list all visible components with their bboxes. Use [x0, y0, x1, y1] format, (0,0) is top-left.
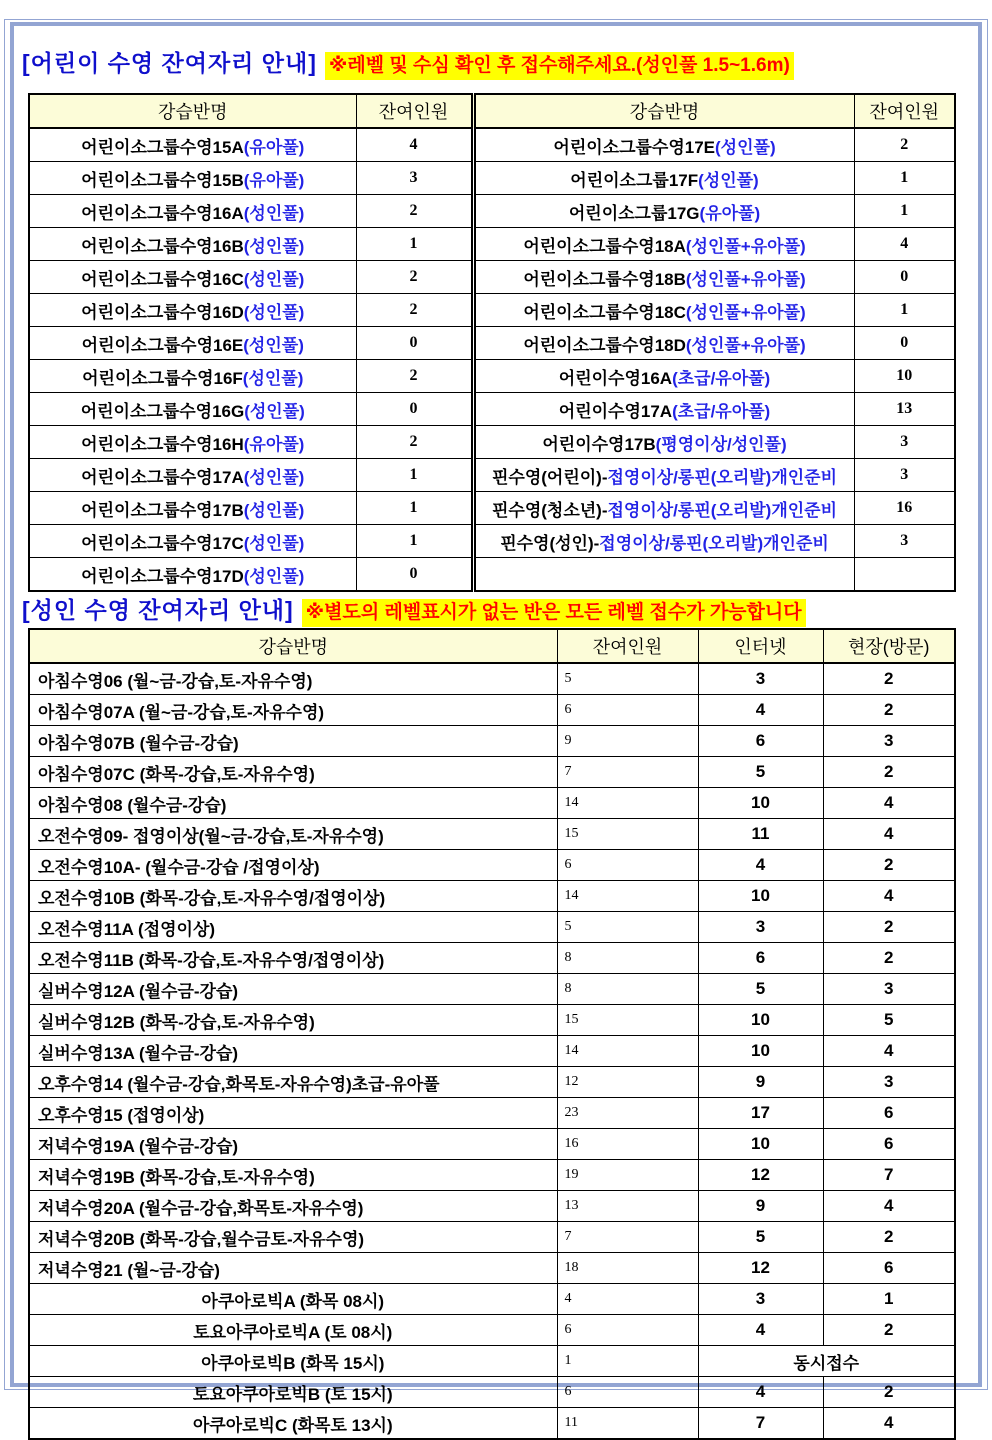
remaining-count-cell: 7 [557, 1222, 698, 1253]
class-name-text: 어린이소그룹수영16E [81, 335, 244, 355]
children-table-row [29, 426, 955, 459]
children-header-class-right: 강습반명 [473, 94, 854, 128]
children-table-row [29, 162, 955, 195]
remaining-count-cell: 12 [557, 1067, 698, 1098]
internet-count-cell: 10 [698, 1005, 823, 1036]
pool-tag-text: (유아풀) [699, 203, 761, 223]
class-name-text: 어린이소그룹수영17B [81, 500, 244, 520]
class-name-cell [29, 459, 356, 492]
pool-tag-text: 접영이상/롱핀(오리발)개인준비 [599, 533, 829, 553]
adult-table-row [29, 726, 955, 757]
pool-tag-text: (초급/유아풀) [672, 401, 771, 421]
class-name-cell [473, 128, 854, 162]
class-name-cell: 토요아쿠아로빅B (토 15시) [29, 1377, 557, 1408]
class-name-cell [473, 492, 854, 525]
remaining-count-cell: 5 [557, 663, 698, 695]
onsite-count-cell: 6 [823, 1253, 955, 1284]
class-name-cell: 아쿠아로빅C (화목토 13시) [29, 1408, 557, 1440]
pool-tag-text: (성인풀+유아풀) [685, 302, 806, 322]
pool-tag-text: (유아풀) [243, 434, 305, 454]
onsite-count-cell: 4 [823, 881, 955, 912]
remaining-count-cell: 2 [854, 128, 955, 162]
class-name-text: 어린이소그룹수영15B [81, 170, 244, 190]
remaining-count-cell [854, 558, 955, 592]
internet-count-cell: 5 [698, 1222, 823, 1253]
class-name-cell [29, 492, 356, 525]
class-name-text: 어린이소그룹수영16F [82, 368, 243, 388]
class-name-cell [473, 228, 854, 261]
internet-count-cell: 5 [698, 757, 823, 788]
children-table-row [29, 558, 955, 592]
pool-tag-text: (유아풀) [243, 137, 305, 157]
adult-table-header-row [29, 629, 955, 663]
class-name-cell: 토요아쿠아로빅A (토 08시) [29, 1315, 557, 1346]
class-name-cell: 저녁수영19B (화목-강습,토-자유수영) [29, 1160, 557, 1191]
adult-table-row [29, 819, 955, 850]
class-name-text: 어린이소그룹수영18C [523, 302, 686, 322]
remaining-count-cell: 11 [557, 1408, 698, 1440]
class-name-cell [29, 327, 356, 360]
children-section-title: [어린이 수영 잔여자리 안내] [22, 50, 317, 76]
remaining-count-cell: 13 [854, 393, 955, 426]
class-name-text: 어린이소그룹수영17C [81, 533, 244, 553]
adult-table-row [29, 1346, 955, 1377]
remaining-count-cell: 9 [557, 726, 698, 757]
adult-table-row [29, 1036, 955, 1067]
notice-content [22, 46, 954, 1440]
internet-count-cell: 12 [698, 1253, 823, 1284]
adult-table-row [29, 1098, 955, 1129]
remaining-count-cell: 10 [854, 360, 955, 393]
adult-table-row [29, 1253, 955, 1284]
remaining-count-cell: 6 [557, 1315, 698, 1346]
remaining-count-cell: 3 [854, 525, 955, 558]
class-name-cell: 오전수영11A (접영이상) [29, 912, 557, 943]
class-name-cell [29, 558, 356, 592]
internet-count-cell: 9 [698, 1191, 823, 1222]
onsite-count-cell: 4 [823, 819, 955, 850]
adult-section-note: ※별도의 레벨표시가 없는 반은 모든 레벨 접수가 가능합니다 [302, 599, 806, 627]
class-name-text: 핀수영(성인)- [500, 533, 600, 553]
adult-section-title: [성인 수영 잔여자리 안내] [22, 597, 294, 623]
onsite-count-cell: 7 [823, 1160, 955, 1191]
class-name-text: 어린이소그룹수영18A [523, 236, 686, 256]
internet-count-cell: 10 [698, 1129, 823, 1160]
internet-count-cell: 6 [698, 943, 823, 974]
class-name-cell [473, 426, 854, 459]
adult-table-row [29, 695, 955, 726]
class-name-text: 어린이소그룹수영16C [81, 269, 244, 289]
remaining-count-cell: 4 [356, 128, 473, 162]
remaining-count-cell: 2 [356, 294, 473, 327]
class-name-cell [473, 162, 854, 195]
children-table-row [29, 459, 955, 492]
pool-tag-text: (유아풀) [243, 170, 305, 190]
class-name-cell: 아쿠아로빅B (화목 15시) [29, 1346, 557, 1377]
internet-count-cell: 10 [698, 1036, 823, 1067]
onsite-count-cell: 2 [823, 757, 955, 788]
onsite-count-cell: 4 [823, 1408, 955, 1440]
adult-table-row [29, 1191, 955, 1222]
class-name-cell: 오전수영09- 접영이상(월~금-강습,토-자유수영) [29, 819, 557, 850]
pool-tag-text: (평영이상/성인풀) [655, 434, 787, 454]
adult-table-row [29, 663, 955, 695]
remaining-count-cell: 4 [557, 1284, 698, 1315]
onsite-count-cell: 6 [823, 1098, 955, 1129]
class-name-cell: 실버수영12A (월수금-강습) [29, 974, 557, 1005]
class-name-cell [29, 162, 356, 195]
remaining-count-cell: 0 [854, 327, 955, 360]
class-name-cell: 저녁수영20A (월수금-강습,화목토-자유수영) [29, 1191, 557, 1222]
pool-tag-text: (성인풀) [243, 335, 304, 355]
internet-count-cell: 12 [698, 1160, 823, 1191]
class-name-cell: 아침수영07A (월~금-강습,토-자유수영) [29, 695, 557, 726]
remaining-count-cell: 15 [557, 819, 698, 850]
pool-tag-text: (성인풀) [715, 137, 776, 157]
class-name-cell [29, 360, 356, 393]
class-name-cell [29, 228, 356, 261]
class-name-cell: 오전수영11B (화목-강습,토-자유수영/접영이상) [29, 943, 557, 974]
onsite-count-cell: 2 [823, 943, 955, 974]
class-name-cell: 실버수영13A (월수금-강습) [29, 1036, 557, 1067]
pool-tag-text: (성인풀) [243, 467, 305, 487]
onsite-count-cell: 6 [823, 1129, 955, 1160]
internet-count-cell: 7 [698, 1408, 823, 1440]
simultaneous-registration-cell: 동시접수 [698, 1346, 955, 1377]
children-header-remaining-left: 잔여인원 [356, 94, 473, 128]
class-name-text: 어린이소그룹수영15A [81, 137, 244, 157]
internet-count-cell: 3 [698, 912, 823, 943]
children-classes-table [28, 93, 956, 592]
remaining-count-cell: 6 [557, 1377, 698, 1408]
adult-table-row [29, 1160, 955, 1191]
remaining-count-cell: 2 [356, 360, 473, 393]
adult-table-row [29, 788, 955, 819]
class-name-text: 어린이소그룹수영17E [553, 137, 716, 157]
pool-tag-text: (성인풀) [242, 368, 304, 388]
adult-header-remaining: 잔여인원 [557, 629, 698, 663]
adult-classes-table [28, 628, 956, 1440]
remaining-count-cell: 13 [557, 1191, 698, 1222]
class-name-cell: 저녁수영21 (월~금-강습) [29, 1253, 557, 1284]
children-table-row [29, 228, 955, 261]
adult-table-row [29, 974, 955, 1005]
adult-table-row [29, 850, 955, 881]
children-table-row [29, 327, 955, 360]
class-name-cell: 아침수영07C (화목-강습,토-자유수영) [29, 757, 557, 788]
class-name-cell [29, 294, 356, 327]
class-name-cell [29, 393, 356, 426]
remaining-count-cell: 1 [356, 525, 473, 558]
remaining-count-cell: 14 [557, 788, 698, 819]
pool-tag-text: 접영이상/롱핀(오리발)개인준비 [607, 500, 838, 520]
remaining-count-cell: 0 [356, 558, 473, 592]
onsite-count-cell: 3 [823, 726, 955, 757]
pool-tag-text: (성인풀) [243, 236, 305, 256]
children-table-row [29, 128, 955, 162]
internet-count-cell: 3 [698, 1284, 823, 1315]
pool-tag-text: (성인풀) [243, 269, 305, 289]
class-name-cell: 아침수영08 (월수금-강습) [29, 788, 557, 819]
class-name-cell [473, 525, 854, 558]
remaining-count-cell: 1 [854, 162, 955, 195]
onsite-count-cell: 4 [823, 1191, 955, 1222]
adult-table-row [29, 1284, 955, 1315]
pool-tag-text: (성인풀) [243, 203, 305, 223]
remaining-count-cell: 14 [557, 881, 698, 912]
adult-table-row [29, 881, 955, 912]
remaining-count-cell: 0 [356, 327, 473, 360]
class-name-text: 어린이소그룹수영16B [81, 236, 244, 256]
class-name-cell: 아쿠아로빅A (화목 08시) [29, 1284, 557, 1315]
children-table-row [29, 294, 955, 327]
onsite-count-cell: 2 [823, 1377, 955, 1408]
class-name-cell: 실버수영12B (화목-강습,토-자유수영) [29, 1005, 557, 1036]
internet-count-cell: 10 [698, 881, 823, 912]
internet-count-cell: 4 [698, 1315, 823, 1346]
adult-table-row [29, 943, 955, 974]
remaining-count-cell: 1 [356, 492, 473, 525]
onsite-count-cell: 4 [823, 788, 955, 819]
internet-count-cell: 10 [698, 788, 823, 819]
remaining-count-cell: 3 [356, 162, 473, 195]
onsite-count-cell: 3 [823, 974, 955, 1005]
pool-tag-text: (성인풀) [698, 170, 759, 190]
remaining-count-cell: 2 [356, 426, 473, 459]
class-name-text: 어린이소그룹수영16G [80, 401, 245, 421]
remaining-count-cell: 1 [356, 228, 473, 261]
class-name-cell: 오후수영15 (접영이상) [29, 1098, 557, 1129]
class-name-cell [473, 393, 854, 426]
adult-table-row [29, 1129, 955, 1160]
remaining-count-cell: 0 [356, 393, 473, 426]
class-name-text: 어린이소그룹17G [568, 203, 700, 223]
class-name-text: 어린이소그룹수영16D [81, 302, 244, 322]
internet-count-cell: 4 [698, 695, 823, 726]
adult-header-onsite: 현장(방문) [823, 629, 955, 663]
class-name-text: 어린이소그룹17F [570, 170, 699, 190]
remaining-count-cell: 1 [854, 294, 955, 327]
children-table-row [29, 360, 955, 393]
pool-tag-text: (성인풀+유아풀) [685, 236, 806, 256]
pool-tag-text: (성인풀) [243, 533, 305, 553]
class-name-cell [29, 128, 356, 162]
onsite-count-cell: 2 [823, 663, 955, 695]
class-name-text: 어린이소그룹수영16H [81, 434, 244, 454]
remaining-count-cell: 1 [854, 195, 955, 228]
children-header-class-left: 강습반명 [29, 94, 356, 128]
adult-table-row [29, 1315, 955, 1346]
adult-table-row [29, 1408, 955, 1440]
children-header-remaining-right: 잔여인원 [854, 94, 955, 128]
remaining-count-cell: 16 [854, 492, 955, 525]
remaining-count-cell: 16 [557, 1129, 698, 1160]
children-section-heading [22, 46, 954, 84]
remaining-count-cell: 14 [557, 1036, 698, 1067]
class-name-cell [29, 426, 356, 459]
onsite-count-cell: 2 [823, 1222, 955, 1253]
class-name-cell [473, 261, 854, 294]
class-name-text: 어린이수영17B [542, 434, 656, 454]
adult-table-row [29, 1222, 955, 1253]
onsite-count-cell: 2 [823, 695, 955, 726]
class-name-text: 어린이소그룹수영18D [523, 335, 686, 355]
internet-count-cell: 9 [698, 1067, 823, 1098]
class-name-text: 어린이소그룹수영17D [81, 566, 244, 586]
class-name-text: 어린이수영16A [558, 368, 673, 388]
onsite-count-cell: 1 [823, 1284, 955, 1315]
class-name-cell: 오전수영10A- (월수금-강습 /접영이상) [29, 850, 557, 881]
children-table-row [29, 195, 955, 228]
onsite-count-cell: 5 [823, 1005, 955, 1036]
class-name-text: 어린이소그룹수영18B [523, 269, 686, 289]
children-table-row [29, 525, 955, 558]
pool-tag-text: 접영이상/롱핀(오리발)개인준비 [607, 467, 838, 487]
class-name-text: 어린이소그룹수영16A [81, 203, 244, 223]
internet-count-cell: 11 [698, 819, 823, 850]
remaining-count-cell: 15 [557, 1005, 698, 1036]
adult-header-class-name: 강습반명 [29, 629, 557, 663]
remaining-count-cell: 6 [557, 850, 698, 881]
children-table-row [29, 261, 955, 294]
pool-tag-text: (성인풀+유아풀) [685, 269, 806, 289]
remaining-count-cell: 23 [557, 1098, 698, 1129]
onsite-count-cell: 2 [823, 1315, 955, 1346]
adult-table-row [29, 1067, 955, 1098]
pool-tag-text: (초급/유아풀) [672, 368, 771, 388]
internet-count-cell: 5 [698, 974, 823, 1005]
class-name-cell [473, 459, 854, 492]
pool-tag-text: (성인풀) [244, 401, 305, 421]
remaining-count-cell: 4 [854, 228, 955, 261]
remaining-count-cell: 3 [854, 426, 955, 459]
children-table-row [29, 393, 955, 426]
class-name-cell: 저녁수영19A (월수금-강습) [29, 1129, 557, 1160]
class-name-cell: 오전수영10B (화목-강습,토-자유수영/접영이상) [29, 881, 557, 912]
children-section-note: ※레벨 및 수심 확인 후 접수해주세요.(성인풀 1.5~1.6m) [325, 52, 794, 80]
class-name-cell [29, 261, 356, 294]
class-name-cell: 저녁수영20B (화목-강습,월수금토-자유수영) [29, 1222, 557, 1253]
class-name-text: 핀수영(청소년)- [491, 500, 608, 520]
pool-tag-text: (성인풀) [243, 566, 305, 586]
class-name-cell: 아침수영06 (월~금-강습,토-자유수영) [29, 663, 557, 695]
adult-table-row [29, 912, 955, 943]
adult-header-internet: 인터넷 [698, 629, 823, 663]
onsite-count-cell: 4 [823, 1036, 955, 1067]
adult-section-heading [22, 593, 954, 628]
remaining-count-cell: 18 [557, 1253, 698, 1284]
internet-count-cell: 17 [698, 1098, 823, 1129]
class-name-cell [473, 360, 854, 393]
remaining-count-cell: 7 [557, 757, 698, 788]
onsite-count-cell: 3 [823, 1067, 955, 1098]
children-table-header-row [29, 94, 955, 128]
class-name-text: 핀수영(어린이)- [491, 467, 608, 487]
remaining-count-cell: 2 [356, 261, 473, 294]
remaining-count-cell: 1 [557, 1346, 698, 1377]
internet-count-cell: 6 [698, 726, 823, 757]
remaining-count-cell: 8 [557, 943, 698, 974]
adult-table-row [29, 1005, 955, 1036]
remaining-count-cell: 3 [854, 459, 955, 492]
class-name-cell: 아침수영07B (월수금-강습) [29, 726, 557, 757]
class-name-text: 어린이수영17A [558, 401, 673, 421]
class-name-cell [29, 525, 356, 558]
children-table-row [29, 492, 955, 525]
class-name-cell [473, 195, 854, 228]
class-name-cell [473, 558, 854, 592]
class-name-cell [29, 195, 356, 228]
class-name-cell: 오후수영14 (월수금-강습,화목토-자유수영)초급-유아풀 [29, 1067, 557, 1098]
remaining-count-cell: 1 [356, 459, 473, 492]
internet-count-cell: 4 [698, 850, 823, 881]
onsite-count-cell: 2 [823, 850, 955, 881]
pool-tag-text: (성인풀) [243, 302, 305, 322]
remaining-count-cell: 6 [557, 695, 698, 726]
remaining-count-cell: 5 [557, 912, 698, 943]
class-name-cell [473, 294, 854, 327]
remaining-count-cell: 0 [854, 261, 955, 294]
class-name-cell [473, 327, 854, 360]
internet-count-cell: 3 [698, 663, 823, 695]
internet-count-cell: 4 [698, 1377, 823, 1408]
remaining-count-cell: 19 [557, 1160, 698, 1191]
class-name-text: 어린이소그룹수영17A [81, 467, 244, 487]
adult-table-row [29, 757, 955, 788]
pool-tag-text: (성인풀) [243, 500, 305, 520]
pool-tag-text: (성인풀+유아풀) [685, 335, 806, 355]
remaining-count-cell: 8 [557, 974, 698, 1005]
onsite-count-cell: 2 [823, 912, 955, 943]
remaining-count-cell: 2 [356, 195, 473, 228]
